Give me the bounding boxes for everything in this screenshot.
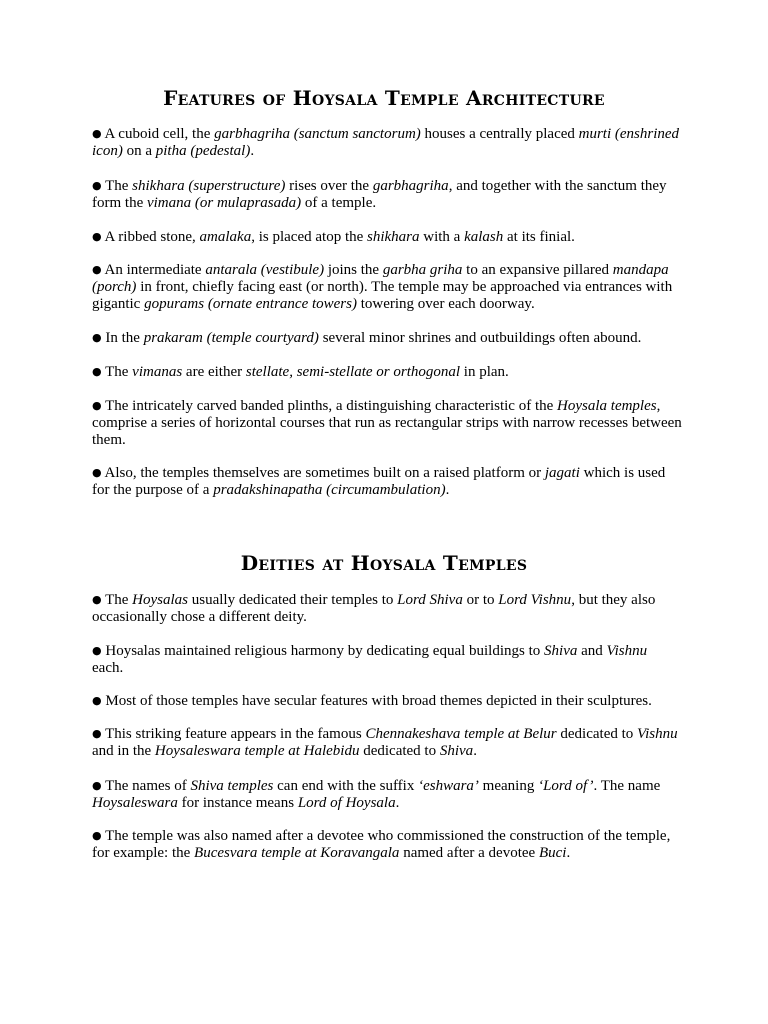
text-run: The bbox=[105, 178, 133, 194]
bullet-icon: ● bbox=[92, 230, 102, 243]
text-run: of a temple. bbox=[301, 195, 377, 211]
bullet-icon: ● bbox=[92, 779, 102, 792]
italic-term: Bucesvara temple at Koravangala bbox=[194, 845, 400, 861]
text-run: , comprise a series of horizontal courses that run as rectangular strips with narrow recesses between them. bbox=[92, 398, 682, 448]
text-run: at its finial. bbox=[503, 229, 575, 245]
italic-term: Shiva bbox=[439, 743, 474, 759]
paragraph bbox=[92, 642, 682, 677]
paragraph bbox=[92, 228, 682, 246]
italic-term: kalash bbox=[464, 229, 504, 245]
italic-term: garbhagriha bbox=[372, 178, 449, 194]
italic-term: garbhagriha (sanctum sanctorum) bbox=[214, 126, 421, 142]
text-run: several minor shrines and outbuildings often abound. bbox=[318, 330, 642, 346]
italic-term: Buci bbox=[538, 845, 567, 861]
italic-term: Lord Shiva bbox=[397, 592, 463, 608]
section-heading-deities: Deities at Hoysala Temples bbox=[240, 551, 528, 575]
paragraph bbox=[92, 261, 682, 313]
italic-term: jagati bbox=[544, 465, 580, 481]
text-run: and in the bbox=[92, 743, 155, 759]
text-run: dedicated to bbox=[359, 743, 440, 759]
text-run: with a bbox=[419, 229, 465, 245]
text-run: , but they also occasionally chose a different deity. bbox=[92, 592, 656, 625]
bullet-icon: ● bbox=[92, 365, 102, 378]
paragraph bbox=[92, 125, 682, 160]
bullet-icon: ● bbox=[92, 127, 102, 140]
text-run: are either bbox=[182, 364, 246, 380]
italic-term: Hoysalas bbox=[132, 592, 189, 608]
text-run: can end with the suffix bbox=[273, 778, 419, 794]
text-run: . bbox=[250, 143, 255, 159]
text-run: towering over each doorway. bbox=[356, 296, 535, 312]
italic-term: antarala (vestibule) bbox=[205, 262, 325, 278]
paragraph bbox=[92, 363, 682, 381]
text-run: Hoysalas maintained religious harmony by dedicating equal buildings to bbox=[105, 643, 545, 659]
text-run: in plan. bbox=[460, 364, 509, 380]
italic-term: ‘eshwara’ bbox=[418, 778, 479, 794]
bullet-icon: ● bbox=[92, 331, 102, 344]
text-run: . bbox=[445, 482, 450, 498]
bullet-icon: ● bbox=[92, 644, 102, 657]
text-run: A ribbed stone, bbox=[104, 229, 200, 245]
italic-term: ‘Lord of’ bbox=[538, 778, 594, 794]
text-run: . bbox=[566, 845, 571, 861]
italic-term: garbha griha bbox=[382, 262, 463, 278]
text-run: , is placed atop the bbox=[251, 229, 368, 245]
paragraph bbox=[92, 591, 682, 626]
text-run: The names of bbox=[105, 778, 191, 794]
paragraph bbox=[92, 177, 682, 212]
paragraph bbox=[92, 329, 682, 347]
text-run: This striking feature appears in the famous bbox=[105, 726, 366, 742]
text-run: Most of those temples have secular features with broad themes depicted in their sculptures. bbox=[105, 693, 652, 709]
text-run: , and together with the sanctum they form the bbox=[92, 178, 667, 211]
italic-term: Vishnu bbox=[637, 726, 678, 742]
italic-term: Lord Vishnu bbox=[498, 592, 572, 608]
text-run: The bbox=[105, 592, 133, 608]
italic-term: Shiva temples bbox=[190, 778, 274, 794]
text-run: each. bbox=[92, 660, 124, 676]
bullet-icon: ● bbox=[92, 179, 102, 192]
paragraph bbox=[92, 464, 682, 499]
text-run: The temple was also named after a devotee who commissioned the construction of the temple, for example: the bbox=[92, 828, 671, 861]
text-run: rises over the bbox=[285, 178, 373, 194]
paragraph bbox=[92, 725, 682, 760]
italic-term: Lord of Hoysala bbox=[297, 795, 396, 811]
paragraph bbox=[92, 397, 682, 449]
italic-term: pradakshinapatha (circumambulation) bbox=[213, 482, 446, 498]
text-run: The bbox=[105, 364, 133, 380]
italic-term: Hoysala temples bbox=[557, 398, 657, 414]
italic-term: Hoysaleswara temple at Halebidu bbox=[154, 743, 360, 759]
bullet-icon: ● bbox=[92, 593, 102, 606]
text-run: houses a centrally placed bbox=[420, 126, 579, 142]
italic-term: prakaram (temple courtyard) bbox=[143, 330, 319, 346]
section-heading-features: Features of Hoysala Temple Architecture bbox=[163, 86, 605, 110]
italic-term: pitha (pedestal) bbox=[155, 143, 251, 159]
text-run: Also, the temples themselves are sometimes built on a raised platform or bbox=[104, 465, 545, 481]
bullet-icon: ● bbox=[92, 694, 102, 707]
text-run: dedicated to bbox=[556, 726, 638, 742]
text-run: joins the bbox=[324, 262, 383, 278]
paragraph bbox=[92, 827, 682, 862]
text-run: usually dedicated their temples to bbox=[188, 592, 398, 608]
bullet-icon: ● bbox=[92, 466, 102, 479]
text-run: or to bbox=[462, 592, 499, 608]
text-run: The intricately carved banded plinths, a distinguishing characteristic of the bbox=[105, 398, 558, 414]
text-run: on a bbox=[122, 143, 156, 159]
text-run: An intermediate bbox=[104, 262, 206, 278]
italic-term: vimanas bbox=[132, 364, 183, 380]
italic-term: shikhara (superstructure) bbox=[132, 178, 286, 194]
italic-term: Chennakeshava temple at Belur bbox=[365, 726, 557, 742]
bullet-icon: ● bbox=[92, 727, 102, 740]
text-run: which is used for the purpose of a bbox=[92, 465, 666, 498]
text-run: meaning bbox=[478, 778, 539, 794]
italic-term: gopurams (ornate entrance towers) bbox=[144, 296, 357, 312]
text-run: named after a devotee bbox=[399, 845, 539, 861]
text-run: . The name bbox=[593, 778, 661, 794]
italic-term: amalaka bbox=[199, 229, 252, 245]
italic-term: vimana (or mulaprasada) bbox=[146, 195, 302, 211]
bullet-icon: ● bbox=[92, 829, 102, 842]
text-run: and bbox=[577, 643, 607, 659]
italic-term: shikhara bbox=[367, 229, 420, 245]
italic-term: Hoysaleswara bbox=[92, 795, 178, 811]
paragraph bbox=[92, 692, 682, 710]
text-run: . bbox=[395, 795, 400, 811]
italic-term: Vishnu bbox=[606, 643, 648, 659]
text-run: A cuboid cell, the bbox=[104, 126, 215, 142]
text-run: for instance means bbox=[177, 795, 298, 811]
text-run: . bbox=[473, 743, 477, 759]
italic-term: stellate, semi-stellate or orthogonal bbox=[245, 364, 461, 380]
bullet-icon: ● bbox=[92, 399, 102, 412]
text-run: in front, chiefly facing east (or north). The temple may be approached via entrances with gigantic bbox=[92, 279, 673, 312]
text-run: In the bbox=[105, 330, 144, 346]
bullet-icon: ● bbox=[92, 263, 102, 276]
italic-term: murti (enshrined icon) bbox=[92, 126, 680, 159]
paragraph bbox=[92, 777, 682, 812]
text-run: to an expansive pillared bbox=[462, 262, 613, 278]
italic-term: Shiva bbox=[544, 643, 578, 659]
italic-term: mandapa (porch) bbox=[92, 262, 669, 295]
